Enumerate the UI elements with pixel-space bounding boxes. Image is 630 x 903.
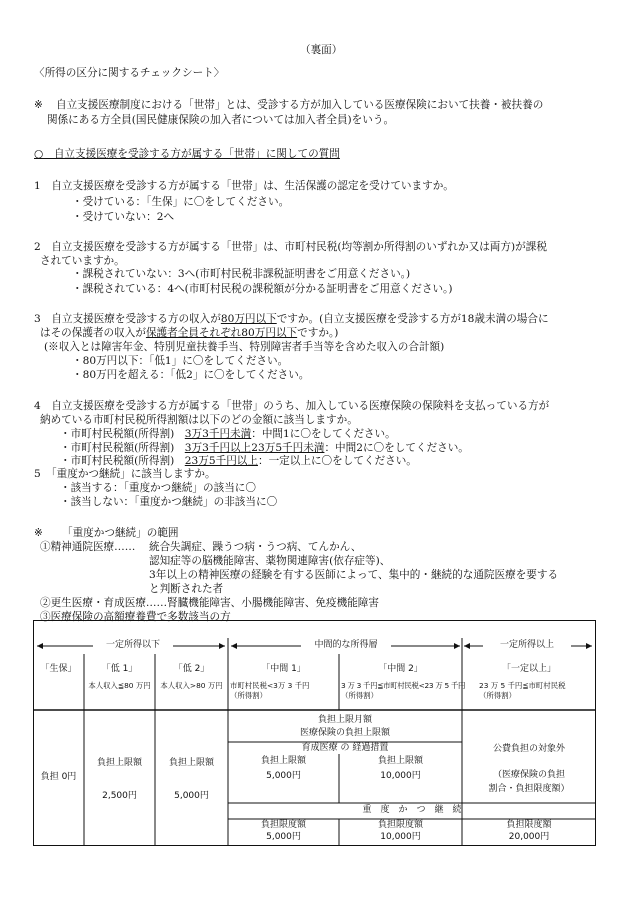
q4-o1-rest: ：中間1に〇をしてください。 [251, 428, 396, 440]
question-3-line-1 [34, 313, 549, 327]
question-4-option-1 [60, 428, 396, 442]
q3-underline-b: 保護者全員それぞれ80万円以下 [145, 327, 298, 339]
q3-text-a: 3 自立支援医療を受診する方の収入が [34, 313, 221, 325]
ikusei1-limit-amount: 5,000円 [266, 771, 301, 781]
q4-o3-rest: ：一定以上に〇をしてください。 [258, 455, 417, 467]
category-ittei-condition: 23 万 5 千円≦市町村民税 [479, 681, 566, 690]
public-burden-excluded: 公費負担の対象外 [492, 744, 565, 754]
question-3-line-2 [40, 327, 338, 341]
category-chukan1: 「中間 1」 [261, 664, 306, 674]
category-ittei-note: （所得割） [479, 691, 516, 700]
middle-limit-line-2: 医療保険の負担上限額 [299, 728, 390, 738]
question-5-option-1: ・該当する：「重度かつ継続」の該当に〇 [60, 482, 256, 494]
juudo2-limit-amount: 10,000円 [380, 832, 421, 842]
ikusei-transition-title: 育成医療 の 経過措置 [301, 743, 389, 753]
band-middle-income: 中間的な所得層 [301, 640, 391, 652]
scope-mark: ※ [34, 527, 43, 539]
q4-o1-label: ・市町村民税額(所得割) [60, 428, 175, 440]
ikusei2-limit-amount: 10,000円 [380, 771, 421, 781]
middle-limit-line-1: 負担上限月額 [317, 715, 372, 725]
question-5: 5 「重度かつ継続」に該当しますか。 [34, 468, 216, 480]
tei1-limit-label: 負担上限額 [96, 758, 142, 768]
scope-title: 「重度かつ継続」の範囲 [62, 527, 179, 539]
question-3-option-1: ・80万円以下：「低1」に〇をしてください。 [72, 355, 289, 367]
question-4-line-2: 納めている市町村民税所得割額は以下のどの金額に該当しますか。 [40, 414, 358, 426]
income-category-table [33, 620, 596, 846]
category-chukan1-condition: 市町村民税<3万 3 千円 [230, 681, 310, 690]
note-line-1: 自立支援医療制度における「世帯」とは、受診する方が加入している医療保険において扶養・被扶養の [56, 99, 544, 111]
juudo1-limit-amount: 5,000円 [266, 832, 301, 842]
question-1: 1 自立支援医療を受診する方が属する「世帯」は、生活保護の認定を受けていますか。 [34, 180, 454, 192]
page-label: （裏面） [300, 44, 343, 56]
category-tei1: 「低 1」 [101, 664, 138, 674]
question-2-line-1: 2 自立支援医療を受診する方が属する「世帯」は、市町村民税(均等割か所得割のいずれか又は両方)が課税 [34, 241, 547, 253]
juudo2-limit-label: 負担限度額 [377, 820, 423, 830]
q3-text-d: ですか。) [297, 327, 339, 339]
q4-o2-rest: ：中間2に〇をしてください。 [324, 442, 469, 454]
question-3-note: (※収入とは障害年金、特別児童扶養手当、特別障害者手当等を含めた収入の合計額) [44, 341, 445, 353]
juudo1-limit-label: 負担限度額 [260, 820, 306, 830]
question-3-option-2: ・80万円を超える：「低2」に〇をしてください。 [72, 369, 310, 381]
category-chukan2-condition: 3 万 3 千円≦市町村民税<23 万 5 千円 [341, 681, 466, 690]
seiho-burden: 負担 0円 [40, 772, 77, 782]
q3-underline-a: 80万円以下 [220, 313, 277, 325]
q3-text-b: ですか。(自立支援医療を受診する方が18歳未満の場合に [276, 313, 549, 325]
band-low-income: 一定所得以下 [93, 640, 173, 652]
scope-item-2: ②更生医療・育成医療……腎臓機能障害、小腸機能障害、免疫機能障害 [40, 597, 379, 609]
note-mark: ※ [34, 99, 43, 111]
category-chukan1-note: （所得割） [230, 691, 267, 700]
ikusei2-limit-label: 負担上限額 [377, 756, 423, 766]
category-chukan2-note: （所得割） [341, 691, 378, 700]
tei2-limit-label: 負担上限額 [168, 758, 214, 768]
tei1-limit-amount: 2,500円 [102, 791, 137, 801]
ikusei1-limit-label: 負担上限額 [260, 756, 306, 766]
q4-o3-label: ・市町村民税額(所得割) [60, 455, 175, 467]
scope-item-1-line-3: 3年以上の精神医療の経験を有する医師によって、集中的・継続的な通院医療を要する [149, 569, 559, 581]
category-tei2-condition: 本人収入>80 万円 [160, 681, 223, 690]
scope-item-1-line-2: 認知症等の脳機能障害、薬物関連障害(依存症等)、 [149, 555, 391, 567]
question-4-line-1: 4 自立支援医療を受診する方が属する「世帯」のうち、加入している医療保険の保険料を支払っている方が [34, 400, 550, 412]
sheet-title: 〈所得の区分に関するチェックシート〉 [34, 67, 225, 79]
scope-item-1-line-4: と判断された者 [149, 583, 224, 595]
question-1-option-2: ・受けていない：2へ [72, 211, 175, 223]
scope-item-1-line-1: 統合失調症、躁うつ病・うつ病、てんかん、 [149, 541, 362, 553]
public-burden-note-1: （医療保険の負担 [492, 770, 565, 780]
category-tei1-condition: 本人収入≦80 万円 [88, 681, 151, 690]
q4-o2-label: ・市町村民税額(所得割) [60, 442, 175, 454]
question-2-option-1: ・課税されていない：3へ(市町村民税非課税証明書をご用意ください。) [72, 268, 411, 280]
note-line-2: 関係にある方全員(国民健康保険の加入者については加入者全員)をいう。 [47, 114, 395, 126]
tei2-limit-amount: 5,000円 [174, 791, 209, 801]
q4-o1-range: 3万3千円未満 [184, 428, 252, 440]
band-high-income: 一定所得以上 [483, 640, 571, 652]
q3-text-c: はその保護者の収入が [40, 327, 146, 339]
public-burden-note-2: 割合・負担限度額） [488, 784, 570, 794]
q4-o3-range: 23万5千円以上 [184, 455, 258, 467]
question-4-option-2 [60, 442, 469, 456]
juudo-keizoku-title: 重 度 か つ 継 続 [362, 805, 462, 815]
question-2-line-2: されていますか。 [40, 255, 125, 267]
question-4-option-3 [60, 455, 417, 469]
section-heading: ○ 自立支援医療を受診する方が属する「世帯」に関しての質問 [34, 148, 340, 160]
juudo3-limit-label: 負担限度額 [506, 820, 552, 830]
q4-o2-range: 3万3千円以上23万5千円未満 [184, 442, 325, 454]
category-ittei: 「一定以上」 [501, 664, 556, 674]
question-5-option-2: ・該当しない：「重度かつ継続」の非該当に〇 [60, 496, 278, 508]
question-1-option-1: ・受けている：「生保」に〇をしてください。 [72, 196, 290, 208]
question-2-option-2: ・課税されている：4へ(市町村民税の課税額が分かる証明書をご用意ください。) [72, 283, 453, 295]
category-seiho: 「生保」 [40, 664, 77, 674]
scope-item-3: ③医療保険の高額療養費で多数該当の方 [40, 611, 231, 623]
category-tei2: 「低 2」 [173, 664, 210, 674]
scope-item-1-label: ①精神通院医療…… [40, 541, 136, 553]
juudo3-limit-amount: 20,000円 [508, 832, 550, 842]
category-chukan2: 「中間 2」 [378, 664, 423, 674]
